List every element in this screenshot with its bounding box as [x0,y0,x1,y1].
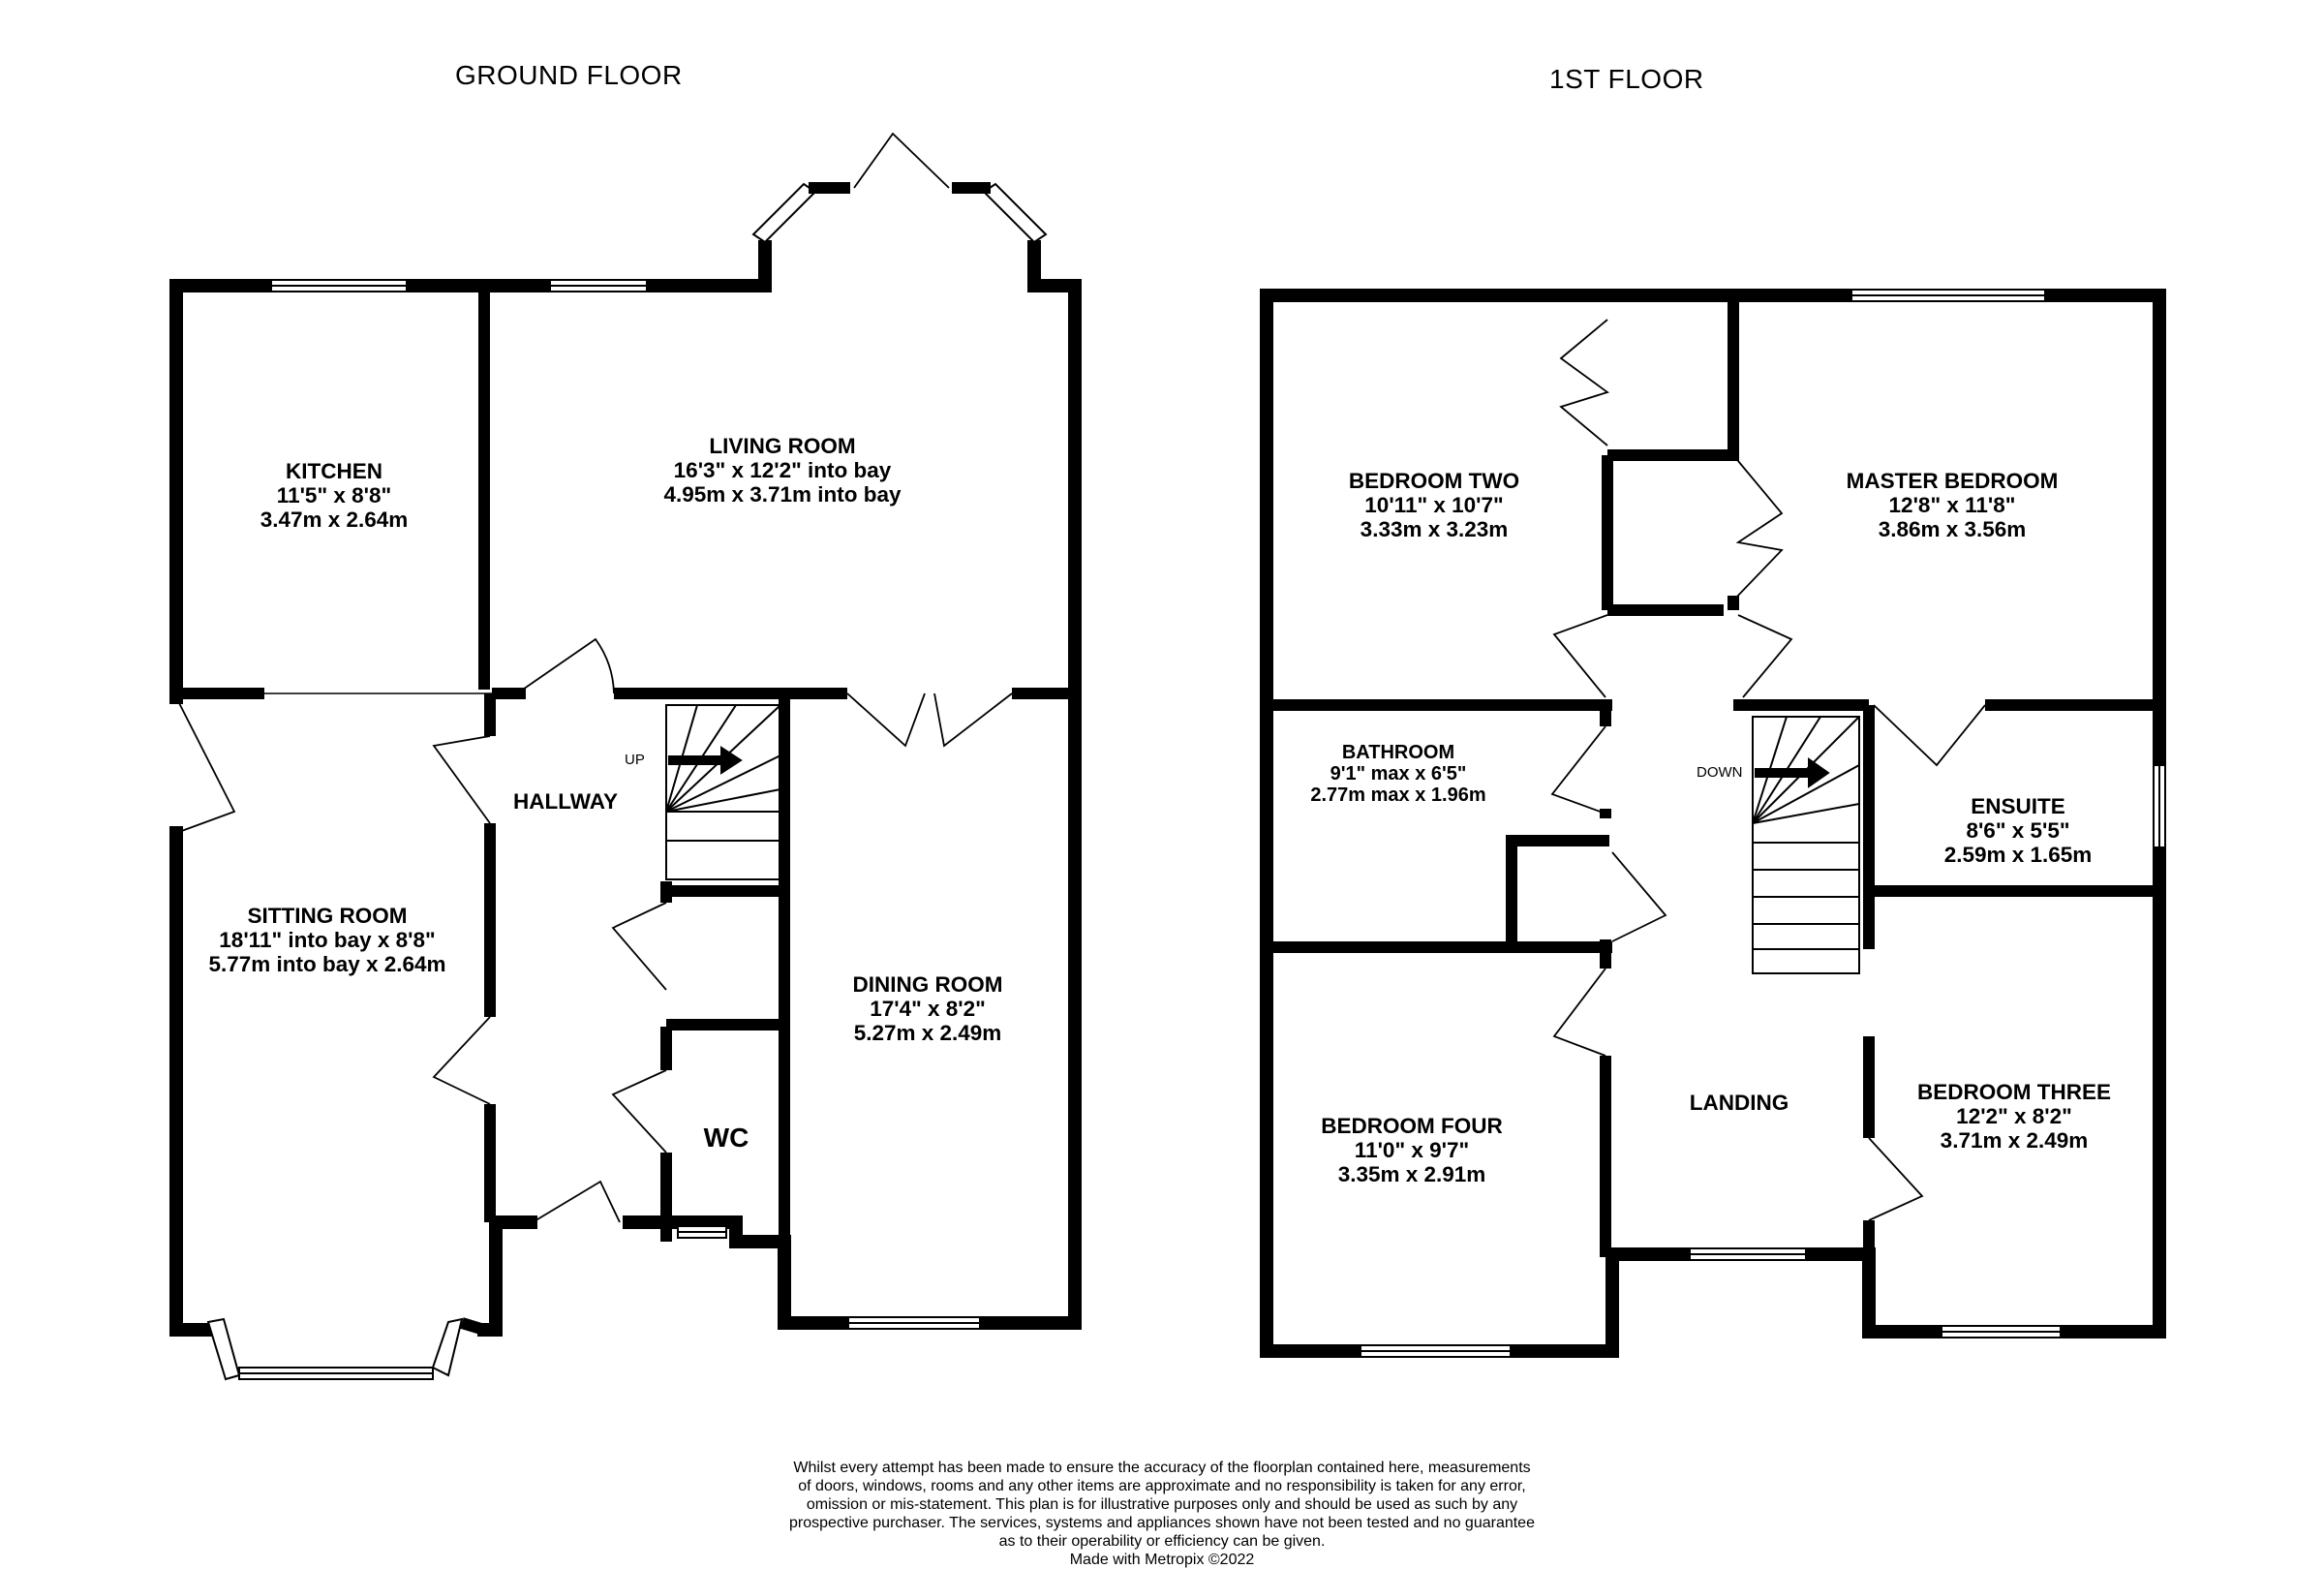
sitting-room-name: SITTING ROOM [247,904,408,928]
bathroom-imperial: 9'1" max x 6'5" [1330,763,1467,784]
ensuite-metric: 2.59m x 1.65m [1943,843,2093,867]
bathroom-metric: 2.77m max x 1.96m [1310,784,1486,806]
bedroom-two-metric: 3.33m x 3.23m [1360,517,1509,541]
disclaimer-line: of doors, windows, rooms and any other items are approximate and no responsibility is taken for any error, [798,1478,1526,1494]
ground-stairs [666,705,780,879]
landing-name: LANDING [1689,1091,1789,1115]
ensuite-imperial: 8'6" x 5'5" [1966,818,2070,843]
disclaimer [0,1459,2324,1569]
bedroom-two-imperial: 10'11" x 10'7" [1364,493,1504,517]
disclaimer-line: prospective purchaser. The services, systems and appliances shown have not been tested and no guarantee [789,1515,1535,1531]
room-label-landing [1690,1091,1789,1115]
ensuite-name: ENSUITE [1971,794,2065,818]
bedroom-three-imperial: 12'2" x 8'2" [1956,1104,2072,1128]
disclaimer-line: Whilst every attempt has been made to ensure the accuracy of the floorplan contained here, measurements [793,1460,1531,1476]
bathroom-name: BATHROOM [1341,742,1455,763]
wc-name: WC [703,1123,749,1153]
room-label-living-room [663,434,901,507]
kitchen-name: KITCHEN [286,459,382,483]
kitchen-imperial: 11'5" x 8'8" [276,483,392,508]
first-stairs [1753,717,1859,973]
room-label-bedroom-four [1321,1114,1503,1186]
room-label-bedroom-three [1917,1080,2111,1153]
dining-room-metric: 5.27m x 2.49m [853,1021,1002,1045]
ground-windows [208,184,1046,1379]
room-label-sitting-room [208,904,445,976]
living-room-metric: 4.95m x 3.71m into bay [663,482,902,507]
sitting-room-metric: 5.77m into bay x 2.64m [208,952,446,976]
living-room-imperial: 16'3" x 12'2" into bay [673,458,892,482]
stairs-down-label: DOWN [1697,764,1743,781]
disclaimer-line: omission or mis-statement. This plan is for illustrative purposes only and should be used as such by any [806,1496,1518,1513]
master-bedroom-metric: 3.86m x 3.56m [1878,517,2027,541]
room-label-bedroom-two [1349,469,1519,541]
bedroom-four-imperial: 11'0" x 9'7" [1354,1138,1470,1162]
sitting-room-imperial: 18'11" into bay x 8'8" [219,928,436,952]
bedroom-four-name: BEDROOM FOUR [1321,1114,1503,1138]
ground-doors [176,134,1012,1222]
room-label-ensuite [1944,794,2093,867]
first-floor-title: 1ST FLOOR [1549,64,1704,94]
bedroom-four-metric: 3.35m x 2.91m [1337,1162,1486,1186]
room-label-master-bedroom [1847,469,2059,541]
master-bedroom-name: MASTER BEDROOM [1846,469,2059,493]
kitchen-metric: 3.47m x 2.64m [260,508,409,532]
dining-room-name: DINING ROOM [852,972,1003,997]
room-label-kitchen [260,459,409,532]
room-label-dining-room [853,972,1003,1045]
bedroom-three-metric: 3.71m x 2.49m [1940,1128,2089,1153]
bedroom-three-name: BEDROOM THREE [1916,1080,2112,1104]
room-label-wc [704,1123,749,1153]
disclaimer-credit: Made with Metropix ©2022 [1069,1552,1255,1568]
stairs-up-label: UP [625,752,645,768]
master-bedroom-imperial: 12'8" x 11'8" [1888,493,2016,517]
room-label-hallway [513,789,618,814]
disclaimer-line: as to their operability or efficiency can be given. [998,1533,1326,1550]
bedroom-two-name: BEDROOM TWO [1348,469,1520,493]
dining-room-imperial: 17'4" x 8'2" [870,997,986,1021]
hallway-name: HALLWAY [513,789,618,814]
ground-floor-title: GROUND FLOOR [455,60,683,90]
ground-exterior-walls [176,247,1075,1330]
living-room-name: LIVING ROOM [709,434,856,458]
room-label-bathroom [1310,742,1485,806]
